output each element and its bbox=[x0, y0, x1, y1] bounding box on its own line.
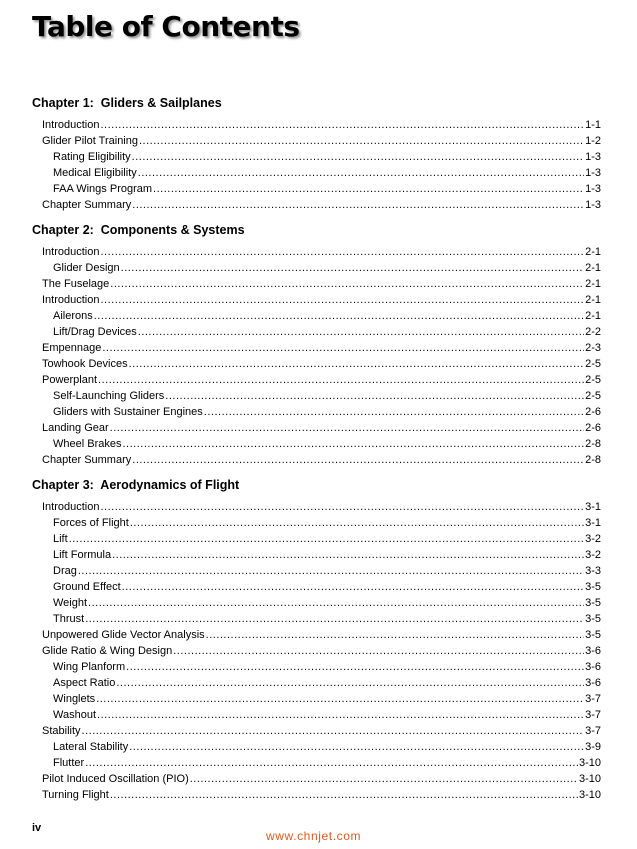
toc-entry-label: Lift/Drag Devices bbox=[53, 326, 137, 338]
toc-entry-label: Glide Ratio & Wing Design bbox=[42, 645, 173, 657]
toc-entry-page: 2-8 bbox=[585, 454, 601, 466]
dot-leader bbox=[110, 787, 578, 803]
chapter-section-3 bbox=[32, 477, 601, 803]
toc-entry[interactable] bbox=[32, 771, 601, 787]
dot-leader bbox=[116, 675, 584, 691]
toc-entry[interactable] bbox=[32, 739, 601, 755]
toc-entry-page: 2-2 bbox=[585, 326, 601, 338]
toc-entry[interactable] bbox=[32, 292, 601, 308]
dot-leader bbox=[122, 436, 584, 452]
toc-entry-label: Medical Eligibility bbox=[53, 167, 137, 179]
toc-entry[interactable] bbox=[32, 308, 601, 324]
toc-entry-label: Lift Formula bbox=[53, 549, 112, 561]
dot-leader bbox=[110, 276, 584, 292]
dot-leader bbox=[110, 420, 584, 436]
toc-entry-label: FAA Wings Program bbox=[53, 183, 153, 195]
toc-entry-label: Thrust bbox=[53, 613, 85, 625]
chapter-heading: Chapter 3: Aerodynamics of Flight bbox=[32, 478, 240, 492]
toc-entry-label: Powerplant bbox=[42, 374, 98, 386]
toc-entry-page: 2-6 bbox=[585, 406, 601, 418]
toc-entry-label: Glider Pilot Training bbox=[42, 135, 138, 147]
toc-entry-label: Chapter Summary bbox=[42, 454, 132, 466]
dot-leader bbox=[132, 197, 584, 213]
toc-entry[interactable] bbox=[32, 324, 601, 340]
toc-entry-label: Ground Effect bbox=[53, 581, 121, 593]
toc-entry-label: Towhook Devices bbox=[42, 358, 128, 370]
toc-entry-label: Landing Gear bbox=[42, 422, 109, 434]
table-of-contents bbox=[32, 95, 601, 812]
toc-entry-page: 2-3 bbox=[585, 342, 601, 354]
toc-entry[interactable] bbox=[32, 723, 601, 739]
toc-entry[interactable] bbox=[32, 611, 601, 627]
dot-leader bbox=[85, 755, 578, 771]
toc-entry-page: 3-3 bbox=[585, 565, 601, 577]
toc-entry-label: Aspect Ratio bbox=[53, 677, 116, 689]
toc-entry-page: 3-5 bbox=[585, 597, 601, 609]
toc-entry-page: 3-9 bbox=[585, 741, 601, 753]
toc-entry-page: 3-2 bbox=[585, 533, 601, 545]
toc-entry-label: Flutter bbox=[53, 757, 85, 769]
toc-entry[interactable] bbox=[32, 117, 601, 133]
dot-leader bbox=[132, 452, 584, 468]
dot-leader bbox=[97, 707, 584, 723]
dot-leader bbox=[112, 547, 584, 563]
toc-entry-page: 2-6 bbox=[585, 422, 601, 434]
toc-entry[interactable] bbox=[32, 787, 601, 803]
toc-entry-page: 3-5 bbox=[585, 613, 601, 625]
chapter-entries bbox=[32, 244, 601, 468]
toc-entry[interactable] bbox=[32, 165, 601, 181]
dot-leader bbox=[100, 244, 584, 260]
dot-leader bbox=[122, 579, 584, 595]
toc-entry-label: Turning Flight bbox=[42, 789, 109, 801]
toc-entry[interactable] bbox=[32, 149, 601, 165]
dot-leader bbox=[96, 691, 584, 707]
toc-entry-page: 3-10 bbox=[578, 789, 601, 801]
toc-entry[interactable] bbox=[32, 627, 601, 643]
dot-leader bbox=[173, 643, 584, 659]
dot-leader bbox=[204, 404, 584, 420]
toc-entry-page: 3-6 bbox=[585, 677, 601, 689]
page-number: iv bbox=[32, 822, 42, 834]
toc-entry[interactable] bbox=[32, 563, 601, 579]
toc-entry[interactable] bbox=[32, 547, 601, 563]
toc-entry-label: Chapter Summary bbox=[42, 199, 132, 211]
dot-leader bbox=[69, 531, 584, 547]
toc-entry-label: Gliders with Sustainer Engines bbox=[53, 406, 203, 418]
toc-entry-label: Rating Eligibility bbox=[53, 151, 131, 163]
toc-entry-label: Glider Design bbox=[53, 262, 120, 274]
toc-entry-label: Pilot Induced Oscillation (PIO) bbox=[42, 773, 189, 785]
toc-entry-page: 2-1 bbox=[585, 278, 601, 290]
chapter-entries bbox=[32, 499, 601, 803]
toc-entry[interactable] bbox=[32, 755, 601, 771]
chapter-heading: Chapter 1: Gliders & Sailplanes bbox=[32, 96, 222, 110]
toc-entry-page: 3-7 bbox=[585, 693, 601, 705]
toc-entry[interactable] bbox=[32, 356, 601, 372]
toc-entry-page: 3-6 bbox=[585, 661, 601, 673]
toc-entry[interactable] bbox=[32, 659, 601, 675]
toc-entry-label: Introduction bbox=[42, 294, 100, 306]
toc-entry[interactable] bbox=[32, 515, 601, 531]
toc-entry-label: Self-Launching Gliders bbox=[53, 390, 165, 402]
dot-leader bbox=[78, 563, 584, 579]
dot-leader bbox=[132, 149, 584, 165]
dot-leader bbox=[138, 324, 584, 340]
toc-entry-label: Introduction bbox=[42, 246, 100, 258]
toc-entry-label: Unpowered Glide Vector Analysis bbox=[42, 629, 205, 641]
toc-entry-page: 2-1 bbox=[585, 294, 601, 306]
toc-entry-page: 2-1 bbox=[585, 246, 601, 258]
toc-entry[interactable] bbox=[32, 643, 601, 659]
toc-entry-label: Empennage bbox=[42, 342, 102, 354]
toc-entry[interactable] bbox=[32, 691, 601, 707]
toc-entry-page: 2-1 bbox=[585, 310, 601, 322]
toc-entry-page: 3-6 bbox=[585, 645, 601, 657]
toc-entry[interactable] bbox=[32, 133, 601, 149]
chapter-section-1 bbox=[32, 95, 601, 213]
toc-entry-page: 2-5 bbox=[585, 358, 601, 370]
toc-entry-page: 2-1 bbox=[585, 262, 601, 274]
toc-entry-page: 1-3 bbox=[585, 183, 601, 195]
toc-entry[interactable] bbox=[32, 595, 601, 611]
toc-entry[interactable] bbox=[32, 260, 601, 276]
toc-entry[interactable] bbox=[32, 404, 601, 420]
toc-entry[interactable] bbox=[32, 276, 601, 292]
toc-entry[interactable] bbox=[32, 499, 601, 515]
toc-entry-label: Wheel Brakes bbox=[53, 438, 122, 450]
toc-entry-page: 3-10 bbox=[578, 757, 601, 769]
toc-entry-page: 2-5 bbox=[585, 390, 601, 402]
toc-entry-label: Ailerons bbox=[53, 310, 93, 322]
dot-leader bbox=[138, 165, 584, 181]
toc-entry-page: 3-7 bbox=[585, 709, 601, 721]
dot-leader bbox=[139, 133, 584, 149]
dot-leader bbox=[102, 340, 584, 356]
toc-entry[interactable] bbox=[32, 675, 601, 691]
dot-leader bbox=[153, 181, 584, 197]
toc-entry[interactable] bbox=[32, 244, 601, 260]
toc-entry[interactable] bbox=[32, 436, 601, 452]
dot-leader bbox=[85, 611, 584, 627]
toc-entry[interactable] bbox=[32, 340, 601, 356]
dot-leader bbox=[100, 117, 584, 133]
toc-entry[interactable] bbox=[32, 388, 601, 404]
toc-entry-label: Lateral Stability bbox=[53, 741, 129, 753]
watermark: www.chnjet.com bbox=[266, 829, 362, 843]
dot-leader bbox=[129, 356, 585, 372]
toc-entry[interactable] bbox=[32, 707, 601, 723]
toc-entry[interactable] bbox=[32, 420, 601, 436]
chapter-heading: Chapter 2: Components & Systems bbox=[32, 223, 245, 237]
toc-entry-page: 3-5 bbox=[585, 581, 601, 593]
dot-leader bbox=[94, 308, 584, 324]
toc-entry-page: 1-3 bbox=[585, 199, 601, 211]
dot-leader bbox=[88, 595, 584, 611]
chapter-entries bbox=[32, 117, 601, 213]
toc-entry-page: 3-5 bbox=[585, 629, 601, 641]
toc-entry-label: Lift bbox=[53, 533, 68, 545]
dot-leader bbox=[100, 292, 584, 308]
toc-entry-page: 1-3 bbox=[585, 167, 601, 179]
toc-entry-page: 3-2 bbox=[585, 549, 601, 561]
dot-leader bbox=[121, 260, 584, 276]
toc-entry-label: Washout bbox=[53, 709, 97, 721]
page-title: Table of Contents bbox=[32, 10, 300, 43]
dot-leader bbox=[82, 723, 585, 739]
toc-entry-label: Stability bbox=[42, 725, 81, 737]
toc-entry[interactable] bbox=[32, 372, 601, 388]
dot-leader bbox=[206, 627, 584, 643]
dot-leader bbox=[126, 659, 584, 675]
toc-entry-page: 3-1 bbox=[585, 501, 601, 513]
toc-entry-label: Forces of Flight bbox=[53, 517, 129, 529]
toc-entry-page: 3-1 bbox=[585, 517, 601, 529]
toc-entry[interactable] bbox=[32, 181, 601, 197]
toc-entry-page: 3-10 bbox=[578, 773, 601, 785]
toc-entry-label: Introduction bbox=[42, 501, 100, 513]
dot-leader bbox=[100, 499, 584, 515]
toc-entry-page: 2-8 bbox=[585, 438, 601, 450]
dot-leader bbox=[98, 372, 584, 388]
toc-entry-page: 2-5 bbox=[585, 374, 601, 386]
toc-entry[interactable] bbox=[32, 579, 601, 595]
toc-entry-label: Introduction bbox=[42, 119, 100, 131]
toc-entry[interactable] bbox=[32, 531, 601, 547]
dot-leader bbox=[129, 739, 584, 755]
toc-entry-label: Wing Planform bbox=[53, 661, 126, 673]
toc-entry-label: Weight bbox=[53, 597, 88, 609]
dot-leader bbox=[130, 515, 584, 531]
toc-entry-label: Drag bbox=[53, 565, 77, 577]
toc-entry-page: 1-2 bbox=[585, 135, 601, 147]
toc-entry-page: 1-1 bbox=[585, 119, 601, 131]
chapter-section-2 bbox=[32, 222, 601, 468]
toc-entry[interactable] bbox=[32, 197, 601, 213]
toc-entry-page: 1-3 bbox=[585, 151, 601, 163]
toc-entry-label: The Fuselage bbox=[42, 278, 110, 290]
toc-entry-page: 3-7 bbox=[585, 725, 601, 737]
toc-entry-label: Winglets bbox=[53, 693, 96, 705]
toc-entry[interactable] bbox=[32, 452, 601, 468]
dot-leader bbox=[165, 388, 584, 404]
dot-leader bbox=[190, 771, 578, 787]
